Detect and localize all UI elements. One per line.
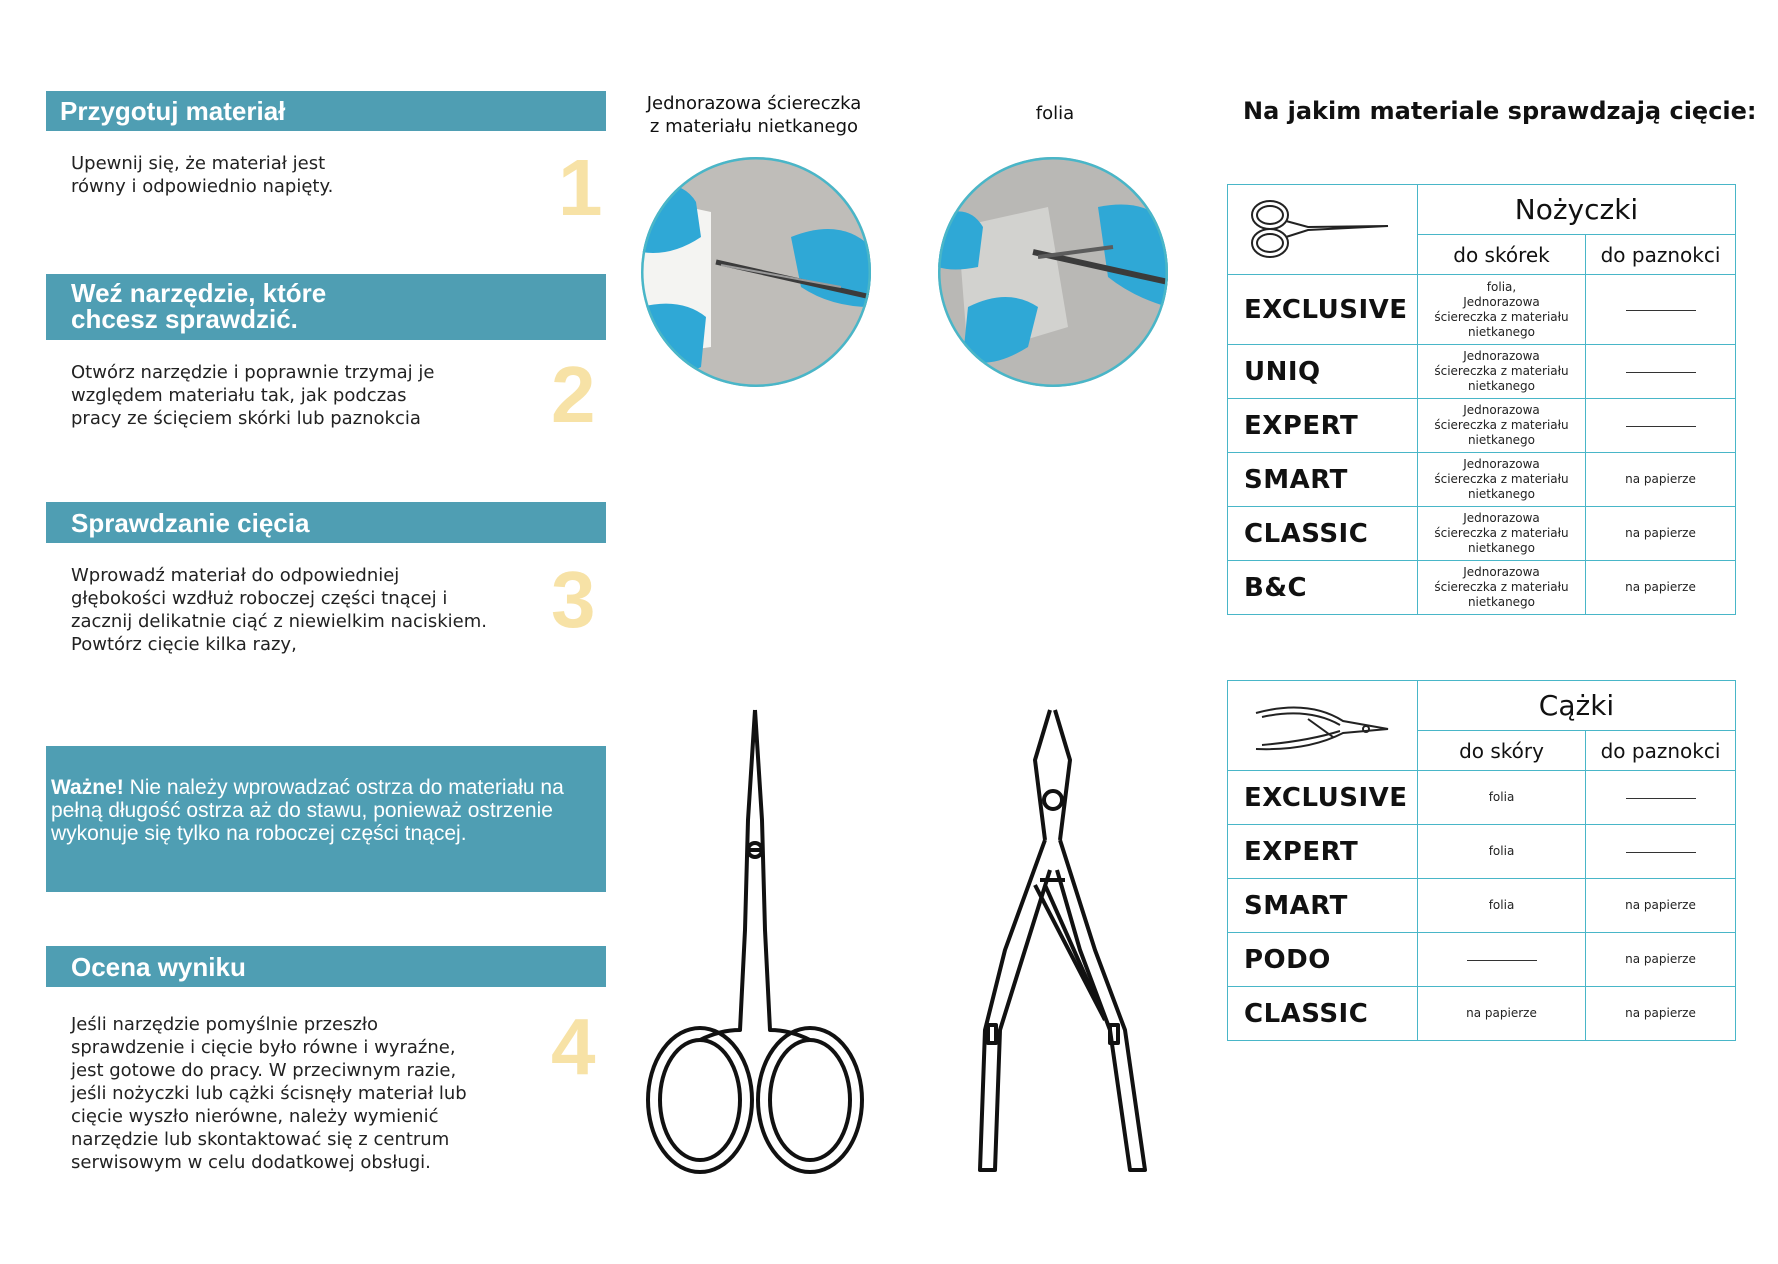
- scissors-cuticle-cell: Jednorazowa ściereczka z materiału nietkanego: [1418, 399, 1586, 453]
- scissors-brand: SMART: [1228, 453, 1418, 507]
- nippers-header: Cążki: [1418, 681, 1736, 731]
- step-2-title-line1: Weź narzędzie, które: [71, 278, 327, 308]
- nippers-illustration-icon: [945, 700, 1165, 1180]
- scissors-nails-cell: [1586, 345, 1736, 399]
- photo-nonwoven-cloth: [641, 157, 871, 387]
- scissors-nails-cell: [1586, 399, 1736, 453]
- step-1-number: 1: [558, 143, 603, 232]
- scissors-col-nails: do paznokci: [1586, 235, 1736, 275]
- step-4-number: 4: [551, 1002, 596, 1091]
- nippers-brand: PODO: [1228, 933, 1418, 987]
- step-3-title-bar: [46, 502, 606, 543]
- nippers-nails-cell: na papierze: [1586, 933, 1736, 987]
- scissors-brand: B&C: [1228, 561, 1418, 615]
- nippers-nails-cell: na papierze: [1586, 879, 1736, 933]
- scissors-icon-cell: [1228, 185, 1418, 275]
- nippers-nails-cell: [1586, 771, 1736, 825]
- scissors-cuticle-cell: folia, Jednorazowa ściereczka z materiału nietkanego: [1418, 275, 1586, 345]
- important-note-text: Nie należy wprowadzać ostrza do materiału na pełną długość ostrza aż do stawu, ponieważ ostrzenie wykonuje się tylko na roboczej części tnącej.: [51, 776, 564, 845]
- step-2-number: 2: [551, 350, 596, 439]
- step-1-title-bar: [46, 91, 606, 131]
- scissors-header: Nożyczki: [1418, 185, 1736, 235]
- nippers-nails-cell: na papierze: [1586, 987, 1736, 1041]
- nippers-col-nails: do paznokci: [1586, 731, 1736, 771]
- nippers-icon: [1248, 689, 1398, 759]
- scissors-brand: EXPERT: [1228, 399, 1418, 453]
- step-3-number: 3: [551, 555, 596, 644]
- step-2-title-line2: chcesz sprawdzić.: [71, 304, 298, 334]
- scissors-cuticle-cell: Jednorazowa ściereczka z materiału nietkanego: [1418, 453, 1586, 507]
- nippers-col-skin: do skóry: [1418, 731, 1586, 771]
- scissors-nails-cell: na papierze: [1586, 453, 1736, 507]
- nippers-brand: CLASSIC: [1228, 987, 1418, 1041]
- scissors-cuticle-cell: Jednorazowa ściereczka z materiału nietkanego: [1418, 507, 1586, 561]
- scissors-col-cuticle: do skórek: [1418, 235, 1586, 275]
- important-note-bold: Ważne!: [51, 776, 124, 799]
- scissors-brand: EXCLUSIVE: [1228, 275, 1418, 345]
- tables-title: Na jakim materiale sprawdzają cięcie:: [1243, 97, 1757, 125]
- nippers-skin-cell: folia: [1418, 879, 1586, 933]
- photo-label-nonwoven: Jednorazowa ściereczka z materiału nietkanego: [646, 93, 862, 137]
- nippers-brand: EXCLUSIVE: [1228, 771, 1418, 825]
- nippers-nails-cell: [1586, 825, 1736, 879]
- nippers-brand: SMART: [1228, 879, 1418, 933]
- photo-foil: [938, 157, 1168, 387]
- nippers-skin-cell: folia: [1418, 825, 1586, 879]
- scissors-nails-cell: [1586, 275, 1736, 345]
- scissors-nails-cell: na papierze: [1586, 561, 1736, 615]
- scissors-cuticle-cell: Jednorazowa ściereczka z materiału nietkanego: [1418, 345, 1586, 399]
- step-4-title-bar: [46, 946, 606, 987]
- step-4-text: Jeśli narzędzie pomyślnie przeszło sprawdzenie i cięcie było równe i wyraźne, jest gotowe do pracy. W przeciwnym razie, jeśli nożyczki lub cążki ścisnęły materiał lub cięcie wyszło nierówne, należy wymienić narzędzie lub skontaktować się z centrum serwisowym w celu dodatkowej obsługi.: [71, 1014, 467, 1173]
- photo-label-foil: folia: [1035, 103, 1075, 124]
- scissors-nails-cell: na papierze: [1586, 507, 1736, 561]
- step-3-title: Sprawdzanie cięcia: [71, 508, 310, 538]
- scissors-brand: UNIQ: [1228, 345, 1418, 399]
- nippers-brand: EXPERT: [1228, 825, 1418, 879]
- scissors-illustration-icon: [640, 700, 880, 1180]
- step-1-text: Upewnij się, że materiał jest równy i odpowiednio napięty.: [71, 153, 334, 197]
- nippers-table: [1227, 680, 1736, 1041]
- step-4-title: Ocena wyniku: [71, 952, 246, 982]
- nippers-skin-cell: folia: [1418, 771, 1586, 825]
- nippers-skin-cell: [1418, 933, 1586, 987]
- nippers-icon-cell: [1228, 681, 1418, 771]
- step-3-text: Wprowadź materiał do odpowiedniej głębokości wzdłuż roboczej części tnącej i zacznij delikatnie ciąć z niewielkim naciskiem. Powtórz cięcie kilka razy,: [71, 565, 488, 655]
- scissors-cuticle-cell: Jednorazowa ściereczka z materiału nietkanego: [1418, 561, 1586, 615]
- step-1-title: Przygotuj materiał: [60, 96, 286, 126]
- important-note: [46, 746, 606, 892]
- nippers-skin-cell: na papierze: [1418, 987, 1586, 1041]
- scissors-icon: [1248, 193, 1398, 263]
- scissors-brand: CLASSIC: [1228, 507, 1418, 561]
- scissors-table: [1227, 184, 1736, 615]
- step-2-title-bar: [46, 274, 606, 340]
- step-2-text: Otwórz narzędzie i poprawnie trzymaj je względem materiału tak, jak podczas pracy ze ścięciem skórki lub paznokcia: [71, 362, 435, 429]
